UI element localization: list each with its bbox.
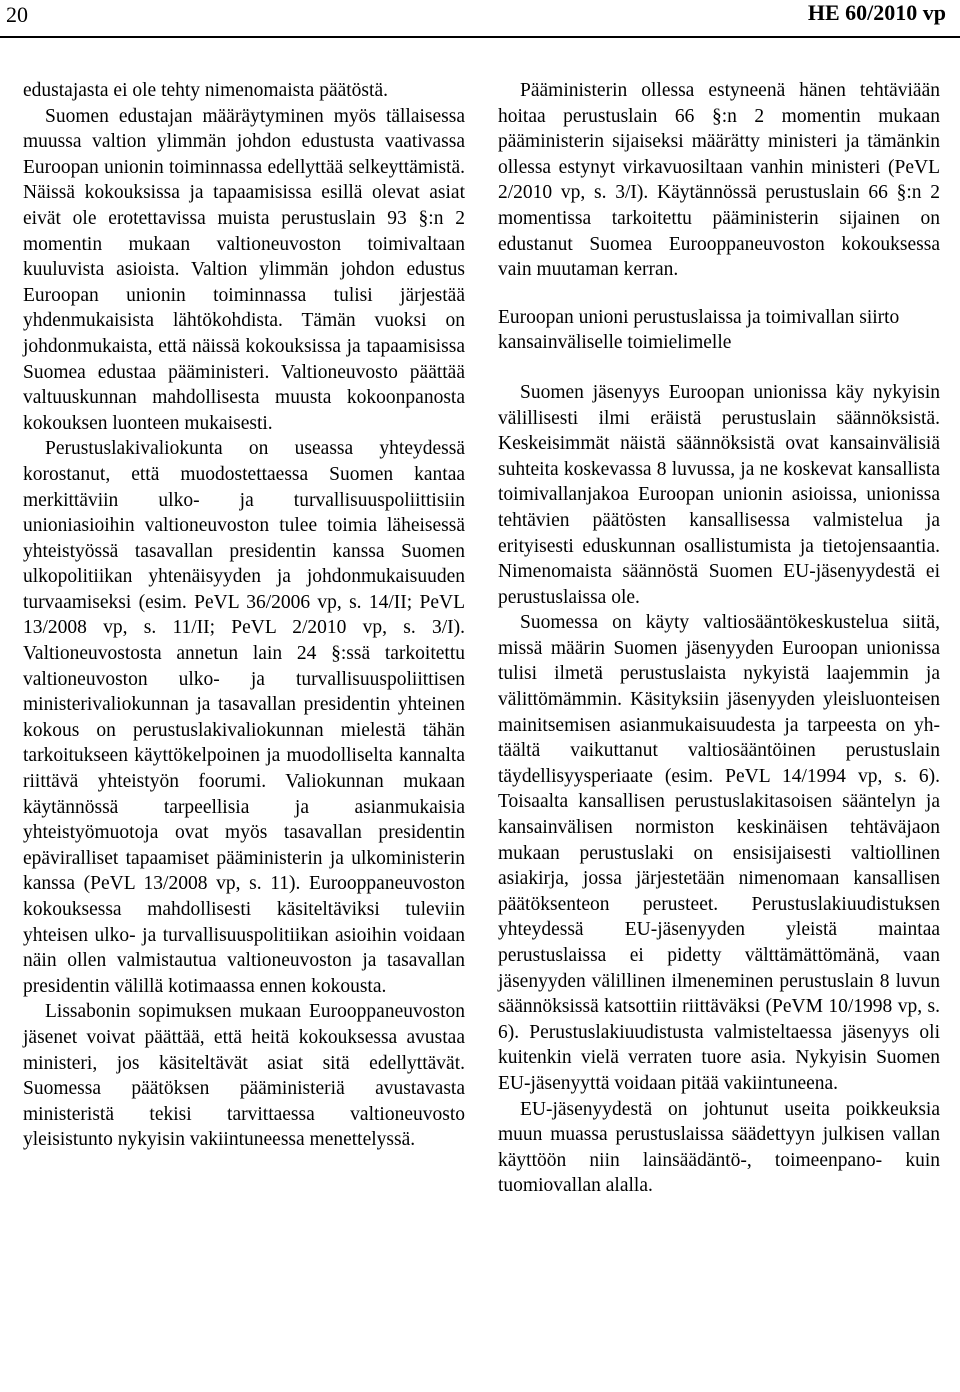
section-heading: Euroopan unioni perustuslaissa ja toimivallan siirto kansainväliselle toimielimelle xyxy=(498,306,900,354)
left-column xyxy=(23,78,465,1153)
page-number: 20 xyxy=(6,2,28,27)
page-header xyxy=(0,0,960,42)
header-rule xyxy=(0,36,960,38)
paragraph: Perustuslakivaliokunta on useassa yhteydessä korostanut, että muodostettaessa Suomen kantaa merkittäviin ulko- ja turvallisuuspoliittisiin unioniasioihin valtioneuvoston tulee toimia läheisessä yhteistyössä tasavallan presidentin kanssa Suomen ulkopolitiikan yhtenäisyyden ja johdonmukaisuuden turvaamiseksi (esim. PeVL 36/2006 vp, s. 14/II; PeVL 13/2008 vp, s. 11/II; PeVL 2/2010 vp, s. 3/I). Valtioneuvostosta annetun lain 24 §:ssä tarkoitettu valtioneuvoston ulko- ja turvallisuuspoliittisen ministerivaliokunnan ja tasavallan presidentin yhteinen kokous on perustuslakivaliokunnan mielestä tähän tarkoitukseen käyttökelpoinen ja muodolliselta kannalta riittävä yhteistyön foorumi. Valiokunnan mukaan käytännössä tarpeellisia ja asianmukaisia yhteistyömuotoja ovat myös tasavallan presidentin epäviralliset tapaamiset pääministerin ja ulkoministerin kanssa (PeVL 13/2008 vp, s. 11). Eurooppaneuvoston kokouksessa mahdollisesti käsiteltäviksi tuleviin yhteisen ulko- ja turvallisuuspolitiikan asioihin voidaan näin ollen valmistautua valtioneuvoston ja tasavallan presidentin välillä kotimaassa ennen kokousta. xyxy=(23,438,465,997)
paragraph: EU-jäsenyydestä on johtunut useita poikkeuksia muun muassa perustuslaissa säädettyyn julkisen vallan käyttöön niin lainsäädäntö-, toimeenpano- kuin tuomiovallan alalla. xyxy=(498,1098,940,1197)
paragraph: Lissabonin sopimuksen mukaan Eurooppaneuvoston jäsenet voivat päättää, että heitä kokouksessa avustaa ministeri, jos käsiteltävät asiat sitä edellyttävät. Suomessa päätöksen pääministeriä avustavasta ministeristä tekisi tarvittaessa valtioneuvosto yleisistunto nykyisin vakiintuneessa menettelyssä. xyxy=(23,1001,465,1151)
paragraph: edustajasta ei ole tehty nimenomaista päätöstä. xyxy=(23,80,388,101)
paragraph: Suomen jäsenyys Euroopan unionissa käy nykyisin välillisesti ilmi eräistä perustuslain säännöksistä. Keskeisimmät näistä säännöksistä ovat kansainvälisiä suhteita koskevassa 8 luvussa, ja ne koskevat kansallista toimivallanjakoa Euroopan unionin asioissa, unionissa tehtävien päätösten kansallisessa valmistelua ja erityisesti eduskunnan osallistumista ja tietojensaantia. Nimenomaista säännöstä Suomen EU-jäsenyydestä ei perustuslaissa ole. xyxy=(498,381,940,608)
document-id: HE 60/2010 vp xyxy=(807,0,946,25)
paragraph: Suomessa on käyty valtiosääntökeskustelua siitä, missä määrin Suomen jäsenyyden Euroopan unionissa tulisi ilmetä perustuslaista nykyistä laajemmin ja välittömämmin. Käsityksiin jäsenyyden yleisluonteisen mainitsemisen asianmukaisuudesta ja tarpeesta on yhtäältä vaikuttanut valtiosääntöinen perustuslain täydellisyysperiaate (esim. PeVL 14/1994 vp, s. 6). Toisaalta kansallisen perustuslakitasoisen sääntelyn ja kansainvälisen normiston keskinäisen tehtäväjaon mukaan perustuslaki on ensisijaisesti valtiollinen asiakirja, jossa järjestetään nimenomaan kansallisen päätöksenteon perusteet. Perustuslakiuudistuksen yhteydessä EU-jäsenyyden yleistä maintaa perustuslaissa ei pidetty välttämättömänä, vaan jäsenyyden välillinen ilmeneminen perustuslain 8 luvun säännöksissä katsottiin riittäväksi (PeVM 10/1998 vp, s. 6). Perustuslakiuudistusta valmisteltaessa jäsenyys oli kuitenkin vielä verraten tuore asia. Nykyisin Suomen EU-jäsenyyttä voidaan pitää vakiintuneena. xyxy=(498,612,940,1094)
right-column xyxy=(498,78,940,1199)
paragraph: Pääministerin ollessa estyneenä hänen tehtäviään hoitaa perustuslain 66 §:n 2 momentin mukaan pääministerin sijaiseksi määrätty ministeri ja tämänkin ollessa estynyt virkavuosiltaan vanhin ministeri (PeVL 2/2010 vp, s. 3/I). Käytännössä perustuslain 66 §:n 2 momentissa tarkoitettu pääministerin sijainen on edustanut Suomea Eurooppaneuvoston kokouksessa vain muutaman kerran. xyxy=(498,80,940,281)
paragraph: Suomen edustajan määräytyminen myös tällaisessa muussa valtion ylimmän johdon edustusta vaativassa Euroopan unionin toiminnassa edellyttää selkeyttämistä. Näissä kokouksissa ja tapaamisissa esillä olevat asiat eivät ole erotettavissa muista perustuslain 93 §:n 2 momentin mukaan valtioneuvoston toimivaltaan kuuluvista asioista. Valtion ylimmän johdon edustus Euroopan unionin toiminnassa tulisi järjestää yhdenmukaisista lähtökohdista. Tämän vuoksi on johdonmukaista, että näissä kokouksissa ja tapaamisissa Suomea edustaa pääministeri. Valtioneuvosto päättää valtuuskunnan mahdollisesta muusta kokoonpanosta kokouksen luonteen mukaisesti. xyxy=(23,105,465,434)
